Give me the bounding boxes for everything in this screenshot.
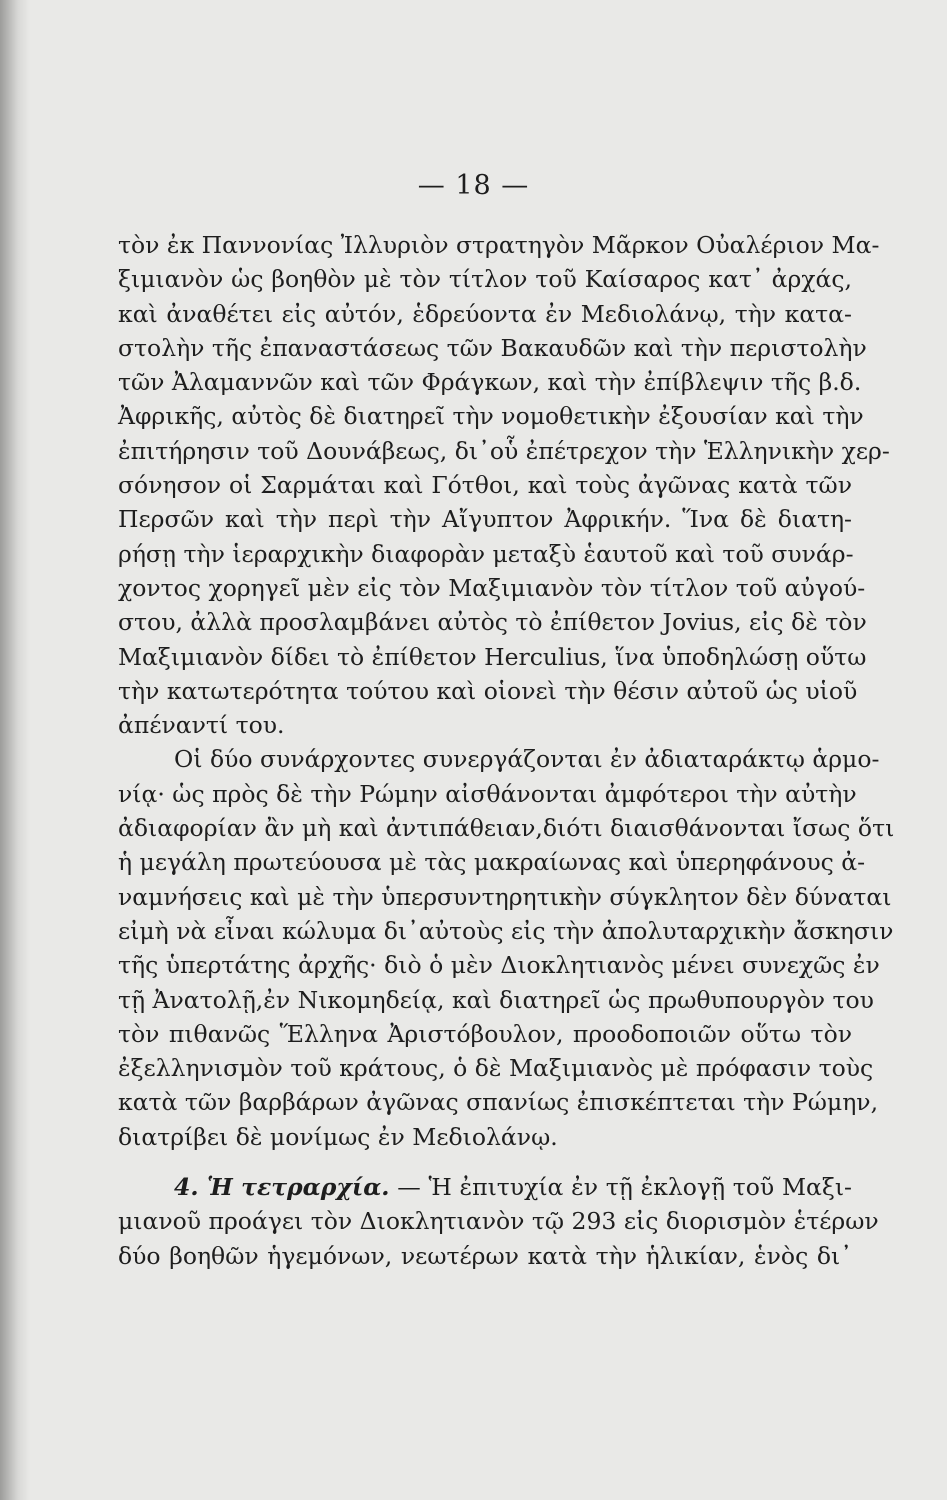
section-4 <box>118 1170 879 1273</box>
text-line: καὶ ἀναθέτει εἰς αὐτόν, ἑδρεύοντα ἐν Μεδιολάνῳ, τὴν κατα- <box>118 299 852 328</box>
text-line: σόνησον οἱ Σαρμάται καὶ Γότθοι, καὶ τοὺς ἀγῶνας κατὰ τῶν <box>118 471 852 500</box>
section-heading: 4. Ἡ τετραρχία. <box>174 1173 390 1202</box>
text-line: μιανοῦ προάγει τὸν Διοκλητιανὸν τῷ 293 εἰς διορισμὸν ἑτέρων <box>118 1207 879 1236</box>
text-line: ἐπιτήρησιν τοῦ Δουνάβεως, δι᾽οὗ ἐπέτρεχον τὴν Ἑλληνικὴν χερ- <box>118 436 890 465</box>
text-line: εἰμὴ νὰ εἶναι κώλυμα δι᾽αὐτοὺς εἰς τὴν ἀπολυταρχικὴν ἄσκησιν <box>118 916 894 945</box>
text-line: τῶν Ἀλαμαννῶν καὶ τῶν Φράγκων, καὶ τὴν ἐπίβλεψιν τῆς β.δ. <box>118 368 862 397</box>
body-text <box>118 228 895 1273</box>
text-line: ἀπέναντί του. <box>118 711 285 740</box>
text-line: νίᾳ· ὡς πρὸς δὲ τὴν Ρώμην αἰσθάνονται ἀμφότεροι τὴν αὐτὴν <box>118 779 857 808</box>
text-line: τὴν κατωτερότητα τούτου καὶ οἱονεὶ τὴν θέσιν αὐτοῦ ὡς υἱοῦ <box>118 676 858 705</box>
text-line: τὸν πιθανῶς Ἕλληνα Ἀριστόβουλον, προοδοποιῶν οὕτω τὸν <box>118 1019 852 1048</box>
page-edge-shadow <box>0 0 30 1500</box>
text-line: τῇ Ἀνατολῇ,ἐν Νικομηδείᾳ, καὶ διατηρεῖ ὡς πρωθυπουργὸν του <box>118 985 874 1014</box>
text-line: Ἀφρικῆς, αὐτὸς δὲ διατηρεῖ τὴν νομοθετικὴν ἐξουσίαν καὶ τὴν <box>118 402 864 431</box>
text-line: ναμνήσεις καὶ μὲ τὴν ὑπερσυντηρητικὴν σύγκλητον δὲν δύναται <box>118 882 892 911</box>
text-line: Οἱ δύο συνάρχοντες συνεργάζονται ἐν ἀδιαταράκτῳ ἁρμο- <box>174 745 880 774</box>
text-line: ξιμιανὸν ὡς βοηθὸν μὲ τὸν τίτλον τοῦ Καίσαρος κατ᾽ ἀρχάς, <box>118 265 852 294</box>
text-line: ἡ μεγάλη πρωτεύουσα μὲ τὰς μακραίωνας καὶ ὑπερηφάνους ἀ- <box>118 848 866 877</box>
text-line: ἐξελληνισμὸν τοῦ κράτους, ὁ δὲ Μαξιμιανὸς μὲ πρόφασιν τοὺς <box>118 1054 874 1083</box>
text-line: στου, ἀλλὰ προσλαμβάνει αὐτὸς τὸ ἐπίθετον Jovius, εἰς δὲ τὸν <box>118 608 867 637</box>
text-line: τὸν ἐκ Παννονίας Ἰλλυριὸν στρατηγὸν Μᾶρκον Οὐαλέριον Μα- <box>118 231 880 259</box>
text-line: Περσῶν καὶ τὴν περὶ τὴν Αἴγυπτον Ἀφρικήν. Ἵνα δὲ διατη- <box>118 505 852 534</box>
text-line: στολὴν τῆς ἐπαναστάσεως τῶν Βακαυδῶν καὶ τὴν περιστολὴν <box>118 333 867 362</box>
section-heading-line <box>118 1170 852 1204</box>
text-line: χοντος χορηγεῖ μὲν εἰς τὸν Μαξιμιανὸν τὸν τίτλον τοῦ αὐγού- <box>118 573 866 602</box>
text-line: ρήσῃ τὴν ἱεραρχικὴν διαφορὰν μεταξὺ ἑαυτοῦ καὶ τοῦ συνάρ- <box>118 539 854 568</box>
section-spacer <box>118 1154 852 1170</box>
text-line: κατὰ τῶν βαρβάρων ἀγῶνας σπανίως ἐπισκέπτεται τὴν Ρώμην, <box>118 1088 879 1117</box>
text-line: Μαξιμιανὸν δίδει τὸ ἐπίθετον Herculius, ἵνα ὑποδηλώσῃ οὕτω <box>118 642 867 671</box>
text-line: δύο βοηθῶν ἡγεμόνων, νεωτέρων κατὰ τὴν ἡλικίαν, ἑνὸς δι᾽ <box>118 1241 852 1270</box>
paragraph-1 <box>118 228 890 742</box>
text-line: τῆς ὑπερτάτης ἀρχῆς· διὸ ὁ μὲν Διοκλητιανὸς μένει συνεχῶς ἐν <box>118 951 880 980</box>
page-number: — 18 — <box>417 170 530 201</box>
section-first-line-text: — Ἡ ἐπιτυχία ἐν τῇ ἐκλογῇ τοῦ Μαξι- <box>389 1173 852 1202</box>
paragraph-2 <box>118 742 895 1154</box>
text-line: διατρίβει δὲ μονίμως ἐν Μεδιολάνῳ. <box>118 1122 558 1151</box>
text-line: ἀδιαφορίαν ἂν μὴ καὶ ἀντιπάθειαν,διότι διαισθάνονται ἴσως ὅτι <box>118 814 895 843</box>
